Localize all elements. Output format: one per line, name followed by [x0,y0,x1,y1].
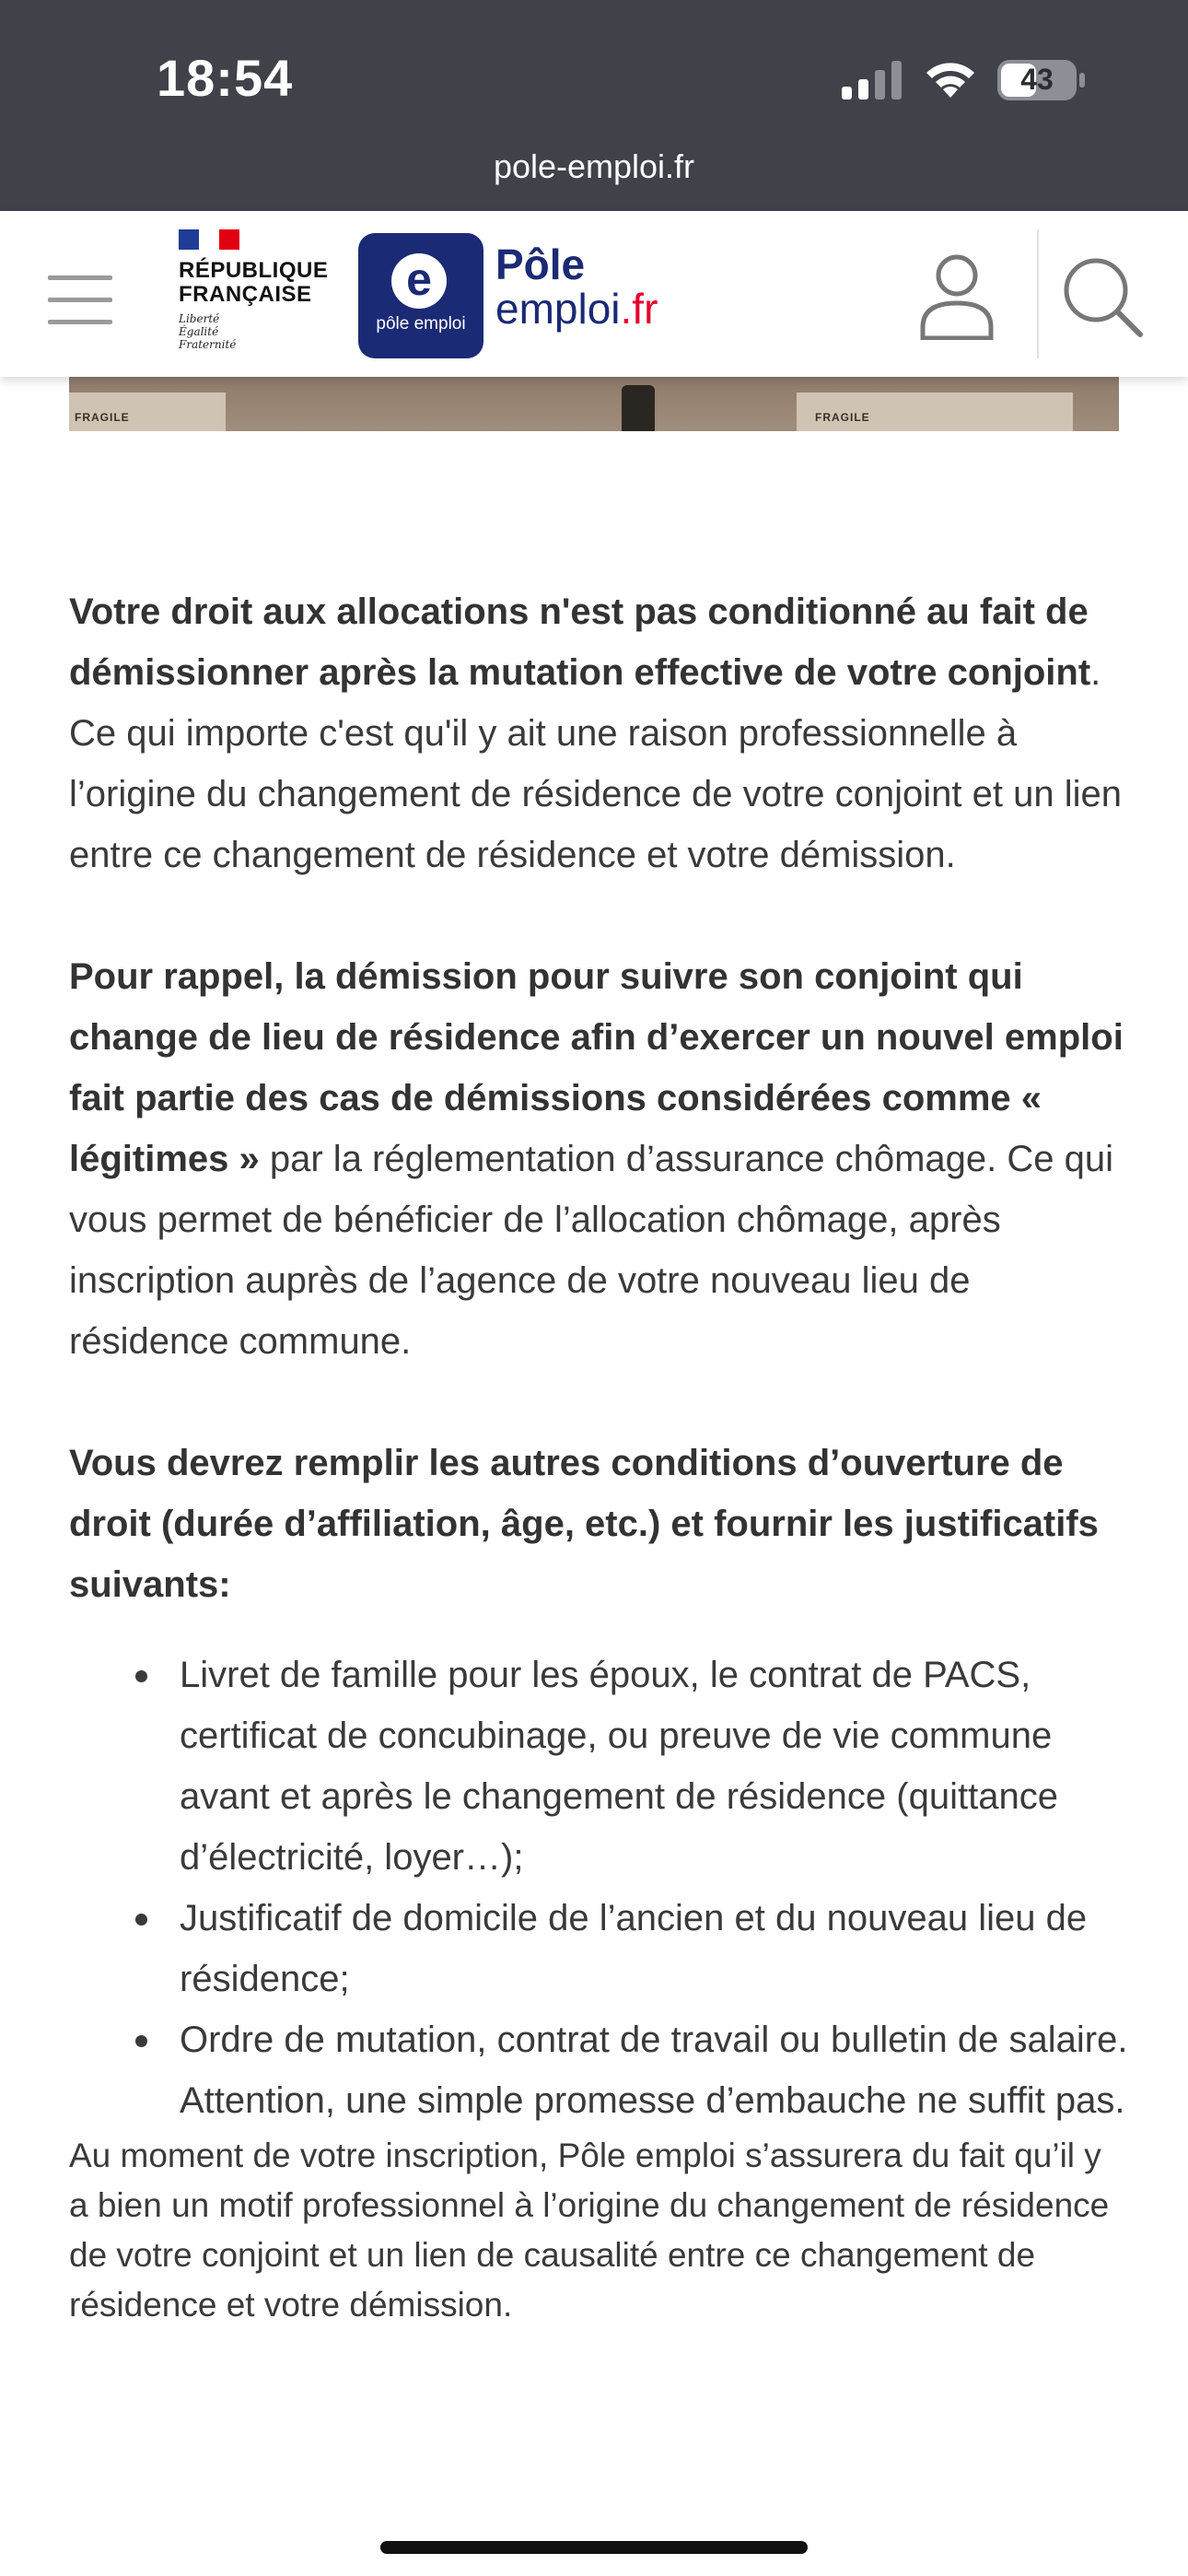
site-header [0,211,1188,377]
pole-emploi-wordmark[interactable]: Pôle emploi.fr [495,240,658,333]
paragraph: Au moment de votre inscription, Pôle emploi s’assurera du fait qu’il y a bien un motif professionnel à l’origine du changement de résidence de votre conjoint et un lien de causalité entre ce changement de résidence et votre démission. [69,2137,1110,2324]
list-item: Justificatif de domicile de l’ancien et du nouveau lieu de résidence; [69,1888,1128,2009]
hero-box-label: FRAGILE [815,411,870,424]
cellular-signal-icon [842,61,903,100]
paragraph: Vous devrez remplir les autres conditions d’ouverture de droit (durée d’affiliation, âge, etc.) et fournir les justificatifs suivants: [69,1443,1099,1605]
required-documents-list [69,1645,1128,2131]
search-icon[interactable] [1061,255,1144,338]
pole-emploi-e-icon: e [391,253,447,309]
header-divider [1037,229,1039,358]
menu-icon[interactable] [48,275,112,323]
battery-icon [996,59,1087,101]
browser-top-bar [0,0,1188,211]
paragraph: Votre droit aux allocations n'est pas conditionné au fait de démissionner après la mutation effective de votre conjoint. [69,591,1101,693]
paragraph: Ce qui importe c'est qu'il y ait une raison professionnelle à l’origine du changement de résidence de votre conjoint et un lien entre ce changement de résidence et votre démission. [69,713,1122,875]
wifi-icon [923,57,978,100]
paragraph: Pour rappel, la démission pour suivre son conjoint qui change de lieu de résidence afin d’exercer un nouvel emploi fait partie des cas de démissions considérées comme « légitimes » par la réglementation d’assurance chômage. Ce qui vous permet de bénéficier de l’allocation chômage, après inscription auprès de l’agence de votre nouveau lieu de résidence commune. [69,956,1124,1362]
url-bar[interactable]: pole-emploi.fr [493,147,695,185]
battery-level: 43 [1020,63,1054,96]
user-account-icon[interactable] [919,252,995,340]
republique-francaise-logo: RÉPUBLIQUE FRANÇAISE Liberté Égalité Fraternité [179,229,335,368]
list-item: Livret de famille pour les époux, le contrat de PACS, certificat de concubinage, ou preuve de vie commune avant et après le changement de résidence (quittance d’électricité, loyer…); [69,1645,1128,1888]
french-flag-icon [179,229,239,250]
list-item: Ordre de mutation, contrat de travail ou bulletin de salaire. Attention, une simple promesse d’embauche ne suffit pas. [69,2009,1128,2131]
article-body [69,581,1128,2330]
pole-emploi-logo[interactable]: e pôle emploi [358,233,483,358]
home-indicator[interactable] [380,2541,808,2554]
status-time: 18:54 [157,49,294,107]
hero-box-label: FRAGILE [75,411,130,424]
